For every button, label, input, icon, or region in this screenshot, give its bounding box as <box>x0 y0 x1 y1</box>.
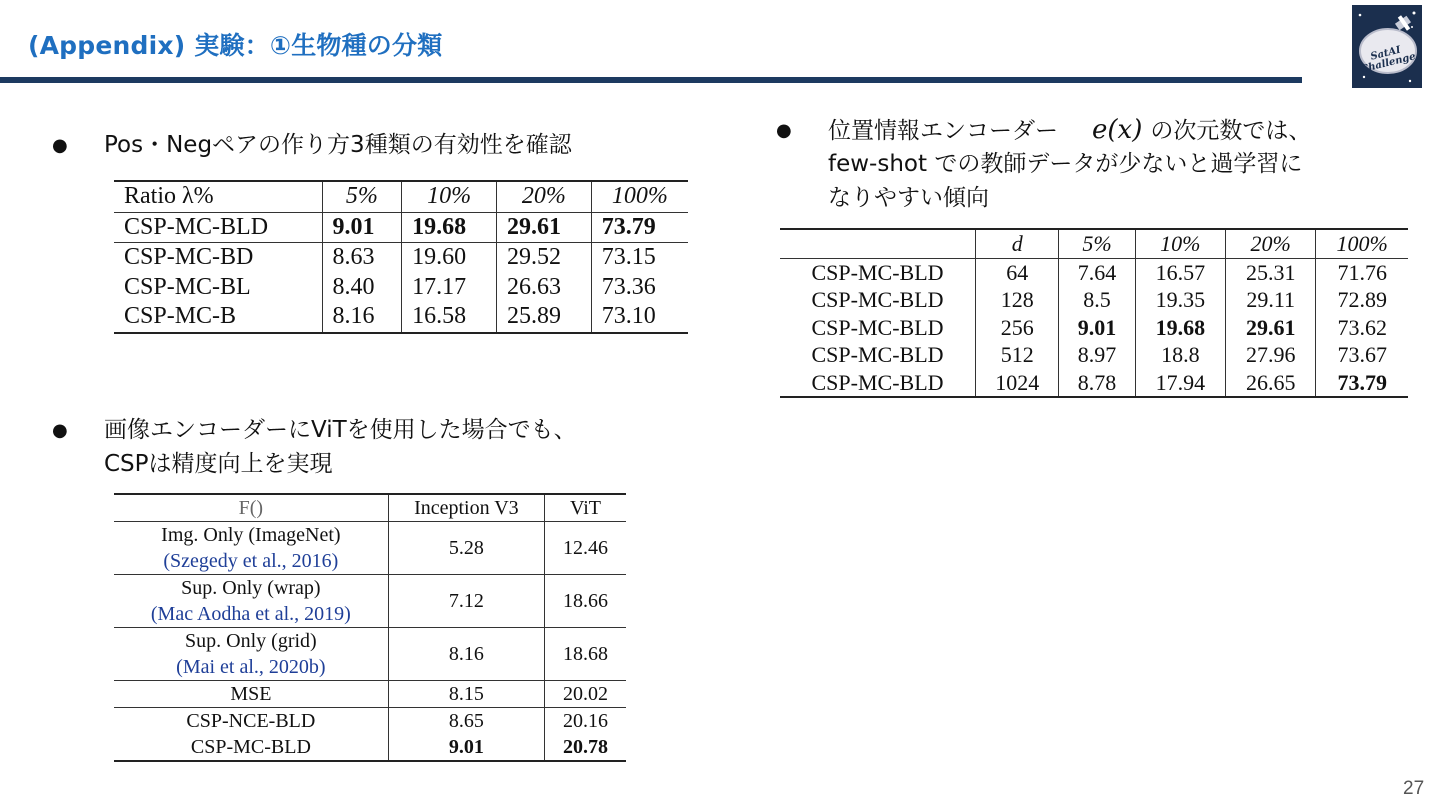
table-row <box>780 314 1408 342</box>
table-row <box>114 708 626 735</box>
method-name: CSP-NCE-BLD <box>114 708 388 735</box>
table-cell: 29.61 <box>496 212 591 243</box>
table-cell: 29.61 <box>1226 314 1316 342</box>
table-cell: 9.01 <box>1059 314 1135 342</box>
table-cell: 128 <box>976 286 1059 314</box>
table-row <box>780 286 1408 314</box>
row-label: CSP-MC-BLD <box>780 286 976 314</box>
table-cell: 73.79 <box>601 213 656 240</box>
header-cell: 20% <box>496 181 591 212</box>
table-cell: 18.8 <box>1135 341 1225 369</box>
table-cell: 256 <box>976 314 1059 342</box>
bullet-marker: ● <box>52 420 68 441</box>
formula-e-of-x: e(x) <box>1092 115 1143 145</box>
citation-link[interactable]: (Mai et al., 2020b) <box>176 656 326 678</box>
table-row <box>114 302 688 333</box>
table-cell: 29.52 <box>496 243 591 273</box>
table-cell: 19.68 <box>402 212 497 243</box>
table-cell: 9.01 <box>388 734 544 761</box>
table-cell: 73.10 <box>601 303 656 329</box>
bullet-text-line2: few-shot での教師データが少ないと過学習に <box>828 151 1303 177</box>
method-name: MSE <box>114 681 388 708</box>
table-cell: 7.64 <box>1059 258 1135 286</box>
method-name: Img. Only (ImageNet) <box>161 524 341 546</box>
table-cell: 25.89 <box>496 302 591 333</box>
pair-type-ablation-table <box>114 180 688 334</box>
table-cell: 8.63 <box>322 243 402 273</box>
table-row <box>114 522 626 575</box>
bullet-text: Pos・Negペアの作り方3種類の有効性を確認 <box>104 132 572 158</box>
table-cell: 25.31 <box>1226 258 1316 286</box>
header-cell: 10% <box>402 181 497 212</box>
table-header-row <box>114 494 626 522</box>
header-cell: 5% <box>322 181 402 212</box>
header-cell <box>780 229 976 258</box>
table-cell: 7.12 <box>388 575 544 628</box>
header-cell: 100% <box>611 183 668 209</box>
logo-text: SatAI Challenge <box>1359 44 1417 76</box>
method-name: Sup. Only (grid) <box>185 630 317 652</box>
title-underline <box>0 77 1302 83</box>
bullet-marker: ● <box>52 135 68 156</box>
header-cell: Inception V3 <box>388 494 544 522</box>
method-name: CSP-MC-BLD <box>114 734 388 761</box>
row-label: CSP-MC-BD <box>114 243 322 273</box>
table-cell: 16.58 <box>402 302 497 333</box>
bullet-text-line1: 画像エンコーダーにViTを使用した場合でも、 <box>104 417 577 443</box>
table-cell: 73.15 <box>601 244 656 270</box>
table-cell: 73.79 <box>1337 369 1387 395</box>
bullet-text-part1: 位置情報エンコーダー <box>828 118 1058 144</box>
table-cell: 8.78 <box>1059 369 1135 398</box>
table-cell: 26.65 <box>1226 369 1316 398</box>
bullet-vit-encoder <box>52 414 692 482</box>
row-label: CSP-MC-BLD <box>780 258 976 286</box>
table-cell: 9.01 <box>322 212 402 243</box>
satai-challenge-logo <box>1352 5 1422 88</box>
bullet-marker: ● <box>776 120 792 141</box>
table-cell: 73.36 <box>601 273 656 300</box>
table-cell: 19.60 <box>402 243 497 273</box>
row-label: CSP-MC-BLD <box>780 369 976 398</box>
table-cell: 18.66 <box>563 590 608 612</box>
image-encoder-comparison-table <box>114 493 626 762</box>
bullet-text-line2: CSPは精度向上を実現 <box>104 451 333 477</box>
table-row <box>114 273 688 303</box>
page-number: 27 <box>1403 778 1425 799</box>
table-cell: 8.65 <box>388 708 544 735</box>
row-label: CSP-MC-BLD <box>780 314 976 342</box>
table-row <box>780 341 1408 369</box>
table-row <box>114 734 626 761</box>
table-cell: 64 <box>976 258 1059 286</box>
header-cell: Ratio λ% <box>114 181 322 212</box>
table-cell: 19.35 <box>1135 286 1225 314</box>
table-cell: 18.68 <box>563 643 608 665</box>
table-cell: 26.63 <box>496 273 591 303</box>
table-cell: 73.62 <box>1337 314 1387 340</box>
table-cell: 8.16 <box>322 302 402 333</box>
header-cell: 5% <box>1059 229 1135 258</box>
table-cell: 8.16 <box>388 628 544 681</box>
table-cell: 5.28 <box>388 522 544 575</box>
citation-link[interactable]: (Mac Aodha et al., 2019) <box>150 603 351 625</box>
table-row <box>780 258 1408 286</box>
citation-link[interactable]: (Szegedy et al., 2016) <box>163 550 339 572</box>
bullet-embedding-dimension <box>776 114 1396 216</box>
table-header-row <box>780 229 1408 258</box>
table-row <box>114 212 688 243</box>
table-row <box>114 681 626 708</box>
bullet-text-part2: の次元数では、 <box>1150 118 1312 144</box>
table-header-row <box>114 181 688 212</box>
header-cell: 100% <box>1336 231 1388 256</box>
row-label: CSP-MC-B <box>114 302 322 333</box>
table-row <box>114 243 688 273</box>
header-cell: F() <box>114 494 388 522</box>
method-name: Sup. Only (wrap) <box>181 577 321 599</box>
table-cell: 1024 <box>976 369 1059 398</box>
table-cell: 8.97 <box>1059 341 1135 369</box>
row-label: CSP-MC-BLD <box>780 341 976 369</box>
header-cell: ViT <box>569 497 601 519</box>
table-cell: 20.02 <box>563 683 608 705</box>
table-cell: 27.96 <box>1226 341 1316 369</box>
table-cell: 8.15 <box>388 681 544 708</box>
table-row <box>114 575 626 628</box>
table-cell: 12.46 <box>563 537 608 559</box>
table-cell: 17.94 <box>1135 369 1225 398</box>
table-cell: 8.40 <box>322 273 402 303</box>
table-cell: 71.76 <box>1337 259 1387 285</box>
slide-title: (Appendix) 実験：①生物種の分類 <box>28 31 443 60</box>
table-cell: 73.67 <box>1337 342 1387 367</box>
row-label: CSP-MC-BLD <box>114 212 322 243</box>
bullet-text-line3: なりやすい傾向 <box>828 185 989 211</box>
table-row <box>780 369 1408 398</box>
header-cell: d <box>976 229 1059 258</box>
table-cell: 19.68 <box>1135 314 1225 342</box>
table-cell: 16.57 <box>1135 258 1225 286</box>
table-cell: 20.16 <box>563 710 608 732</box>
header-cell: 10% <box>1135 229 1225 258</box>
bullet-pos-neg-pairs <box>52 129 692 163</box>
table-row <box>114 628 626 681</box>
table-cell: 512 <box>976 341 1059 369</box>
dimension-ablation-table <box>780 228 1408 398</box>
table-cell: 8.5 <box>1059 286 1135 314</box>
table-cell: 29.11 <box>1226 286 1316 314</box>
table-cell: 17.17 <box>402 273 497 303</box>
row-label: CSP-MC-BL <box>114 273 322 303</box>
table-cell: 72.89 <box>1337 287 1387 312</box>
table-cell: 20.78 <box>563 736 608 758</box>
header-cell: 20% <box>1226 229 1316 258</box>
